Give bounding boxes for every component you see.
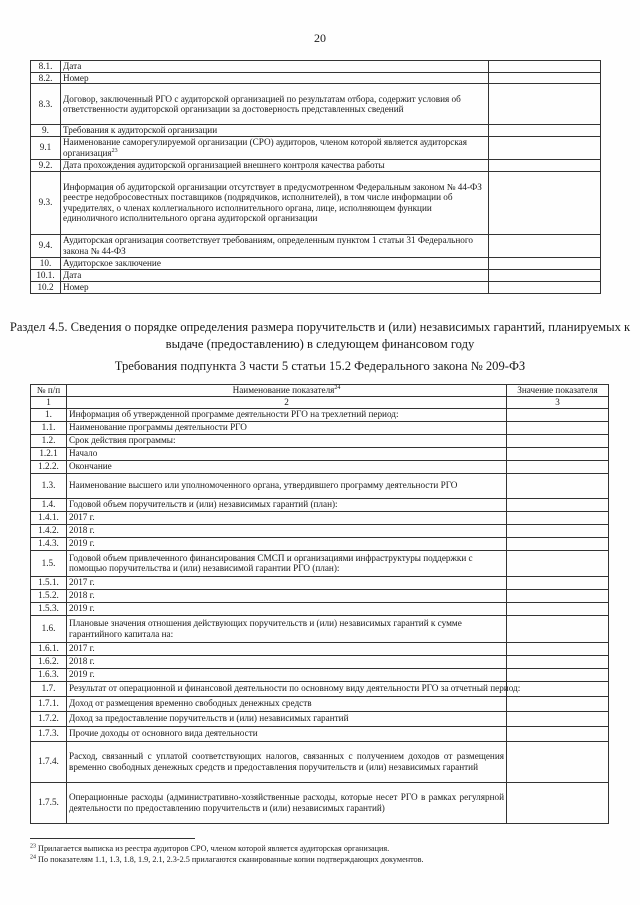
- footnote-separator: [30, 838, 195, 839]
- table-row: 10.2 Номер: [31, 281, 601, 293]
- table-row: 1.7.2. Доход за предоставление поручительств и (или) независимых гарантий: [31, 711, 609, 726]
- table-row: 1.4. Годовой объем поручительств и (или) независимых гарантий (план):: [31, 498, 609, 511]
- table-row: 10. Аудиторское заключение: [31, 257, 601, 269]
- table-row: 1.5. Годовой объем привлеченного финансирования СМСП и организациями инфраструктуры поддержки с помощью поручительства и (или) независимой гарантии РГО (план):: [31, 550, 609, 576]
- table-row: 1.3. Наименование высшего или уполномоченного органа, утвердившего программу деятельности РГО: [31, 473, 609, 498]
- audit-info-table: [30, 60, 601, 294]
- guarantee-info-table: [30, 384, 609, 824]
- page-number: 20: [314, 31, 326, 45]
- table-row: 1.2. Срок действия программы:: [31, 434, 609, 447]
- table-row: 9. Требования к аудиторской организации: [31, 125, 601, 137]
- section-title: Раздел 4.5. Сведения о порядке определения размера поручительств и (или) независимых гарантий, планируемых к выдаче (предоставлению) в следующем финансовом году: [9, 320, 631, 351]
- table-row: 1.6. Плановые значения отношения действующих поручительств и (или) независимых гарантий к сумме гарантийного капитала на:: [31, 615, 609, 642]
- table-row: 1.5.2. 2018 г.: [31, 589, 609, 602]
- table-row: 10.1. Дата: [31, 269, 601, 281]
- table-row: 1.2.2. Окончание: [31, 460, 609, 473]
- table-row: 1.4.1. 2017 г.: [31, 511, 609, 524]
- table-row: 1.1. Наименование программы деятельности РГО: [31, 421, 609, 434]
- table-row: 8.1. Дата: [31, 61, 601, 73]
- table-row: 1.4.2. 2018 г.: [31, 524, 609, 537]
- table-row: 1.5.1. 2017 г.: [31, 576, 609, 589]
- table-row: 1.4.3. 2019 г.: [31, 537, 609, 550]
- footnote-ref-23: 23: [111, 147, 118, 154]
- table-row: 8.3. Договор, заключенный РГО с аудиторской организацией по результатам отбора, содержит условия об ответственности аудиторской организации за достоверность представленных сведений: [31, 84, 601, 125]
- table-row: 1.7.4. Расход, связанный с уплатой соответствующих налогов, связанных с получением доходов от размещения временно свободных денежных средств и предоставления поручительств и (или) независимых гарантий: [31, 741, 609, 782]
- table-row: 1.5.3. 2019 г.: [31, 602, 609, 615]
- requirements-title: Требования подпункта 3 части 5 статьи 15.2 Федерального закона № 209-ФЗ: [114, 359, 526, 373]
- column-number-row: 1 2 3: [31, 397, 609, 409]
- table-row: 9.4. Аудиторская организация соответствует требованиям, определенным пунктом 1 статьи 31 Федерального закона № 44-ФЗ: [31, 234, 601, 257]
- table-row: 9.1 Наименование саморегулируемой организации (СРО) аудиторов, членом которой является аудиторская организация$^{23}$: [31, 136, 601, 159]
- footnote-23: $^{23}$ Прилагается выписка из реестра аудиторов СРО, членом которой является аудиторская организация.: [30, 843, 390, 853]
- table-row: 1.6.3. 2019 г.: [31, 668, 609, 681]
- table-row: 9.2. Дата прохождения аудиторской организацией внешнего контроля качества работы: [31, 159, 601, 171]
- table-row: 1.7. Результат от операционной и финансовой деятельности по основному виду деятельности РГО за отчетный период:: [31, 681, 609, 696]
- table-row: 1.7.1. Доход от размещения временно свободных денежных средств: [31, 696, 609, 711]
- table-row: 1.6.2. 2018 г.: [31, 655, 609, 668]
- table-row: 1.6.1. 2017 г.: [31, 642, 609, 655]
- table-row: 1.7.3. Прочие доходы от основного вида деятельности: [31, 726, 609, 741]
- table-row: 1.7.5. Операционные расходы (административно-хозяйственные расходы, которые несет РГО в рамках регулярной деятельности по предоставлению поручительств и (или) независимых гарантий): [31, 782, 609, 823]
- table-row: 1.2.1 Начало: [31, 447, 609, 460]
- table-row: 9.3. Информация об аудиторской организации отсутствует в предусмотренном Федеральным законом № 44-ФЗ реестре недобросовестных поставщиков (подрядчиков, исполнителей), в том числе информации об учредителях, о членах коллегиального исполнительного органа, лице, исполняющем функции единоличного исполнительного органа аудиторской организации: [31, 171, 601, 234]
- table-header-row: № п/п Наименование показателя$^{24}$ Значение показателя: [31, 385, 609, 397]
- table-row: 1. Информация об утвержденной программе деятельности РГО на трехлетний период:: [31, 408, 609, 421]
- table-row: 8.2. Номер: [31, 72, 601, 84]
- footnote-24: $^{24}$ По показателям 1.1, 1.3, 1.8, 1.9, 2.1, 2.3-2.5 прилагаются сканированные копии подтверждающих документов.: [30, 854, 424, 864]
- footnote-ref-24: 24: [334, 385, 341, 392]
